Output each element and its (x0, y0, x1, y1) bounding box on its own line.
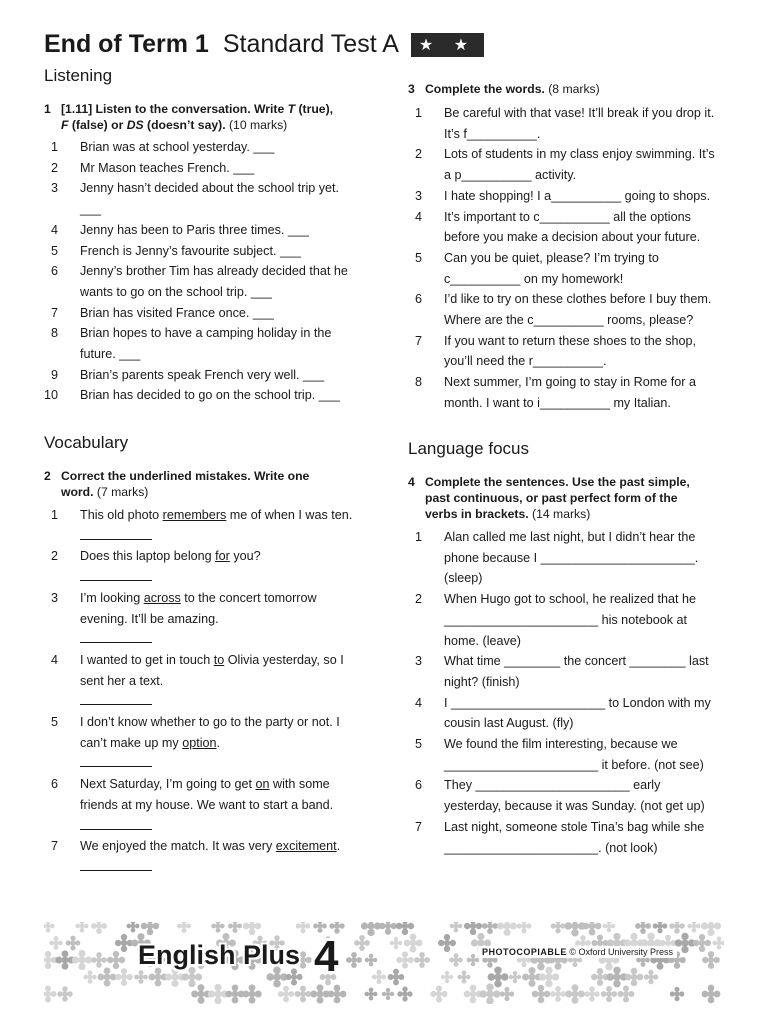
answer-line (80, 858, 152, 871)
section-title-vocabulary: Vocabulary (44, 433, 129, 452)
item-number: 1 (414, 106, 422, 120)
question-4-items (408, 527, 738, 858)
question-3-instruction: 3 Complete the words. (8 marks) (408, 82, 600, 96)
pattern-cross-icon (404, 934, 423, 953)
pattern-cross-icon (464, 985, 483, 1004)
list-item (408, 103, 738, 144)
item-number: 6 (414, 292, 422, 307)
item-text: Next Saturday, I’m going to get on with some friends at my house. We want to start a band. (44, 774, 374, 836)
level-number: 4 (314, 932, 339, 981)
list-item (408, 248, 738, 289)
item-text: This old photo remembers me of when I was ten. (44, 505, 374, 546)
pattern-cross-icon (457, 970, 470, 983)
marks-label: (14 marks) (532, 507, 591, 521)
item-text: I wanted to get in touch to Olivia yesterday, so I sent her a text. (44, 650, 374, 712)
list-item (44, 158, 374, 179)
item-number: 5 (50, 715, 58, 730)
item-number: 2 (414, 147, 422, 162)
list-item (408, 589, 738, 651)
pattern-cross-icon (517, 922, 532, 933)
item-number: 5 (50, 243, 58, 258)
item-text: I ______________________ to London with my cousin last August. (fly) (444, 695, 711, 731)
pattern-cross-icon (693, 934, 711, 952)
item-text: It’s important to c__________ all the options before you make a decision about your future. (444, 209, 701, 245)
question-4-instruction: 4 Complete the sentences. Use the past simple, past continuous, or past perfect form of the verbs in brackets. (14 marks) (408, 475, 690, 521)
item-number: 1 (414, 530, 422, 544)
pattern-cross-icon (584, 986, 599, 1001)
pattern-cross-icon (75, 922, 88, 933)
answer-line (80, 527, 152, 540)
question-2-instruction: 2 Correct the underlined mistakes. Write one word. (7 marks) (44, 469, 310, 499)
list-item (44, 546, 374, 587)
item-text: I’m looking across to the concert tomorrow evening. It’ll be amazing. (44, 588, 374, 650)
pattern-cross-icon (669, 922, 685, 934)
item-text: We enjoyed the match. It was very excitement. (44, 836, 374, 877)
item-text: ___ (80, 202, 102, 217)
pattern-cross-icon (670, 987, 685, 1002)
pattern-cross-icon (66, 936, 81, 951)
pattern-cross-icon (242, 984, 261, 1003)
pattern-cross-icon (701, 922, 721, 936)
pattern-cross-icon (532, 985, 551, 1004)
item-text: If you want to return these shoes to the shop, you’ll need the r__________. (444, 333, 697, 369)
pattern-cross-icon (379, 922, 397, 935)
pattern-cross-icon (388, 969, 405, 986)
pattern-cross-icon (107, 951, 125, 969)
list-item (44, 505, 374, 546)
item-number: 7 (414, 333, 422, 348)
pattern-cross-icon (500, 987, 514, 1001)
list-item (44, 365, 374, 386)
item-text: Can you be quiet, please? I’m trying to c__________ on my homework! (444, 250, 659, 286)
pattern-cross-icon (55, 950, 74, 969)
pattern-cross-icon (208, 984, 228, 1004)
item-number: 3 (414, 654, 422, 669)
item-number: 8 (414, 375, 422, 390)
pattern-cross-icon (591, 968, 609, 986)
question-number: 2 (44, 469, 51, 483)
pattern-cross-icon (382, 988, 394, 1000)
item-number: 7 (50, 305, 58, 320)
item-text: Mr Mason teaches French. ___ (80, 160, 255, 175)
item-text: I hate shopping! I a__________ going to shops. (444, 188, 711, 203)
question-1-items (44, 137, 374, 406)
item-number: 6 (50, 777, 58, 792)
list-item (44, 261, 374, 282)
list-item (408, 734, 738, 775)
pattern-cross-icon (72, 950, 92, 970)
pattern-cross-icon (44, 922, 55, 933)
item-text: Next summer, I’m going to stay in Rome for a month. I want to i__________ my Italian. (444, 375, 696, 410)
answer-line (80, 692, 152, 705)
list-item (44, 303, 374, 324)
title-regular: Standard Test A (222, 30, 399, 58)
item-number: 1 (50, 508, 58, 522)
pattern-cross-icon (497, 922, 517, 936)
pattern-cross-icon (141, 922, 159, 935)
section-title-language-focus: Language focus (408, 439, 529, 458)
pattern-cross-icon (449, 953, 462, 966)
section-title-listening: Listening (44, 66, 113, 85)
page-title (44, 30, 484, 66)
pattern-cross-icon (98, 968, 117, 987)
item-text: Brian was at school yesterday. ___ (80, 140, 275, 154)
pattern-cross-icon (57, 986, 72, 1001)
list-item (44, 344, 374, 365)
pattern-cross-icon (365, 954, 378, 967)
pattern-cross-icon (44, 985, 57, 1002)
pattern-cross-icon (361, 922, 381, 936)
list-item (44, 385, 374, 406)
pattern-cross-icon (83, 970, 96, 983)
pattern-cross-icon (582, 922, 601, 936)
list-item (44, 199, 374, 220)
underlined-mistake: option (182, 735, 217, 750)
question-number: 3 (408, 82, 415, 96)
item-text: I’d like to try on these clothes before I buy them. Where are the c__________ rooms, please? (444, 292, 712, 328)
difficulty-stars-badge: ★ ★ (411, 33, 484, 57)
item-number: 4 (50, 222, 58, 237)
list-item (408, 817, 738, 858)
list-item (44, 241, 374, 262)
pattern-cross-icon (702, 985, 721, 1004)
copyright-notice: PHOTOCOPIABLE © Oxford University Press (478, 946, 677, 958)
list-item (408, 693, 738, 734)
item-number: 7 (414, 819, 422, 834)
pattern-cross-icon (134, 970, 148, 984)
list-item (44, 137, 374, 158)
pattern-cross-icon (390, 937, 402, 949)
item-text: Jenny’s brother Tim has already decided that he (80, 264, 348, 279)
item-text: Does this laptop belong for you? (44, 546, 374, 587)
item-number: 2 (50, 160, 58, 175)
pattern-cross-icon (713, 937, 724, 950)
pattern-cross-icon (430, 985, 447, 1002)
list-item (44, 712, 374, 774)
pattern-cross-icon (601, 986, 617, 1002)
item-text: What time ________ the concert ________ last night? (finish) (444, 654, 709, 689)
item-text: wants to go on the school trip. ___ (80, 284, 272, 299)
list-item (44, 178, 374, 199)
pattern-cross-icon (296, 922, 310, 933)
item-number: 1 (50, 140, 58, 154)
pattern-cross-icon (414, 952, 430, 968)
pattern-cross-icon (397, 986, 412, 1001)
pattern-cross-icon (228, 922, 242, 933)
pattern-cross-icon (295, 986, 312, 1003)
list-item (408, 331, 738, 372)
marks-label: (7 marks) (96, 485, 149, 499)
item-text: Last night, someone stole Tina’s bag while she ______________________. (not look) (444, 819, 705, 855)
pattern-cross-icon (115, 934, 133, 952)
pattern-cross-icon (226, 985, 245, 1004)
brand-logo: English Plus (138, 940, 301, 970)
pattern-cross-icon (441, 971, 453, 983)
item-text: I don’t know whether to go to the party or not. I can’t make up my option. (44, 712, 374, 774)
pattern-cross-icon (91, 922, 107, 934)
item-text: When Hugo got to school, he realized that he ______________________ his notebook at home. (leave) (444, 592, 697, 648)
item-text: Jenny hasn’t decided about the school trip yet. (80, 181, 340, 196)
underlined-mistake: for (215, 549, 230, 564)
question-2-items (44, 505, 374, 878)
marks-label: (8 marks) (548, 82, 600, 96)
marks-label: (10 marks) (228, 118, 288, 132)
pattern-cross-icon (509, 971, 521, 983)
pattern-cross-icon (396, 951, 413, 968)
underlined-mistake: on (255, 777, 270, 792)
question-3-items (408, 103, 738, 414)
list-item (408, 651, 738, 692)
pattern-cross-icon (211, 922, 224, 933)
question-number: 1 (44, 102, 51, 116)
underlined-mistake: remembers (162, 508, 227, 522)
list-item (408, 207, 738, 248)
item-number: 6 (414, 778, 422, 793)
pattern-cross-icon (653, 922, 668, 933)
answer-line (80, 754, 152, 767)
item-number: 10 (44, 388, 59, 403)
pattern-cross-icon (603, 922, 616, 932)
pattern-cross-icon (702, 951, 720, 969)
item-number: 2 (414, 592, 422, 607)
item-number: 8 (50, 326, 58, 341)
pattern-cross-icon (644, 970, 659, 985)
list-item (408, 775, 738, 816)
list-item (44, 282, 374, 303)
pattern-cross-icon (365, 988, 378, 1001)
pattern-cross-icon (177, 922, 191, 933)
item-number: 4 (414, 209, 422, 224)
item-text: Jenny has been to Paris three times. ___ (80, 222, 309, 237)
item-text: We found the film interesting, because we ______________________ it before. (not see) (444, 737, 704, 772)
pattern-cross-icon (310, 984, 329, 1003)
pattern-cross-icon (625, 968, 643, 986)
list-item (408, 186, 738, 207)
list-item (44, 774, 374, 836)
item-text: Brian has visited France once. ___ (80, 305, 274, 320)
pattern-cross-icon (618, 986, 635, 1003)
pattern-cross-icon (482, 922, 498, 934)
item-number: 3 (414, 188, 422, 203)
item-number: 4 (50, 652, 58, 667)
list-item (44, 836, 374, 877)
item-number: 4 (414, 695, 422, 710)
item-number: 7 (50, 839, 58, 854)
list-item (44, 220, 374, 241)
item-number: 3 (50, 181, 58, 196)
pattern-cross-icon (396, 922, 414, 935)
pattern-cross-icon (115, 968, 133, 986)
pattern-cross-icon (550, 986, 566, 1002)
underlined-mistake: to (213, 652, 225, 667)
item-number: 6 (50, 264, 58, 279)
pattern-cross-icon (372, 970, 386, 984)
pattern-cross-icon (354, 935, 370, 951)
pattern-cross-icon (126, 922, 139, 933)
answer-line (80, 817, 152, 830)
item-text: future. ___ (80, 347, 141, 362)
list-item (44, 323, 374, 344)
list-item (408, 289, 738, 330)
answer-line (80, 568, 152, 581)
pattern-cross-icon (551, 922, 566, 933)
pattern-cross-icon (635, 922, 651, 934)
list-item (408, 527, 738, 589)
item-number: 3 (50, 590, 58, 605)
item-number: 5 (414, 737, 422, 752)
item-number: 9 (50, 367, 58, 382)
item-text: Alan called me last night, but I didn’t hear the phone because I ______________________. (sleep) (444, 530, 699, 586)
item-text: Brian hopes to have a camping holiday in the (80, 326, 332, 341)
list-item (44, 650, 374, 712)
underlined-mistake: excitement (275, 839, 337, 854)
pattern-cross-icon (346, 952, 362, 968)
question-number: 4 (408, 475, 415, 489)
pattern-cross-icon (328, 985, 347, 1004)
item-number: 2 (50, 549, 58, 564)
pattern-cross-icon (565, 984, 584, 1003)
list-item (44, 588, 374, 650)
answer-line (80, 630, 152, 643)
pattern-cross-icon (565, 922, 586, 936)
pattern-cross-icon (464, 922, 482, 935)
item-number: 5 (414, 250, 422, 265)
underlined-mistake: across (143, 590, 181, 605)
question-1-instruction: 1 [1.11] Listen to the conversation. Write T (true), F (false) or DS (doesn’t say). (10 marks) (44, 102, 334, 132)
pattern-cross-icon (49, 936, 62, 949)
item-text: Brian’s parents speak French very well. ___ (80, 367, 325, 382)
pattern-cross-icon (44, 951, 57, 969)
pattern-cross-icon (438, 934, 456, 952)
title-bold: End of Term 1 (44, 30, 209, 58)
pattern-cross-icon (687, 922, 700, 933)
item-text: French is Jenny’s favourite subject. ___ (80, 243, 301, 258)
pattern-cross-icon (278, 986, 294, 1002)
list-item (408, 144, 738, 185)
pattern-cross-icon (91, 952, 107, 968)
item-text: Brian has decided to go on the school trip. ___ (80, 388, 340, 403)
item-text: They ______________________ early yesterday, because it was Sunday. (not get up) (444, 778, 705, 814)
item-text: Be careful with that vase! It’ll break if you drop it. It’s f__________. (444, 106, 715, 141)
pattern-cross-icon (450, 922, 463, 932)
footer-banner (44, 922, 724, 1004)
pattern-cross-icon (675, 933, 696, 954)
item-text: Lots of students in my class enjoy swimming. It’s a p__________ activity. (444, 147, 715, 183)
pattern-cross-icon (243, 922, 261, 935)
list-item (408, 372, 738, 413)
